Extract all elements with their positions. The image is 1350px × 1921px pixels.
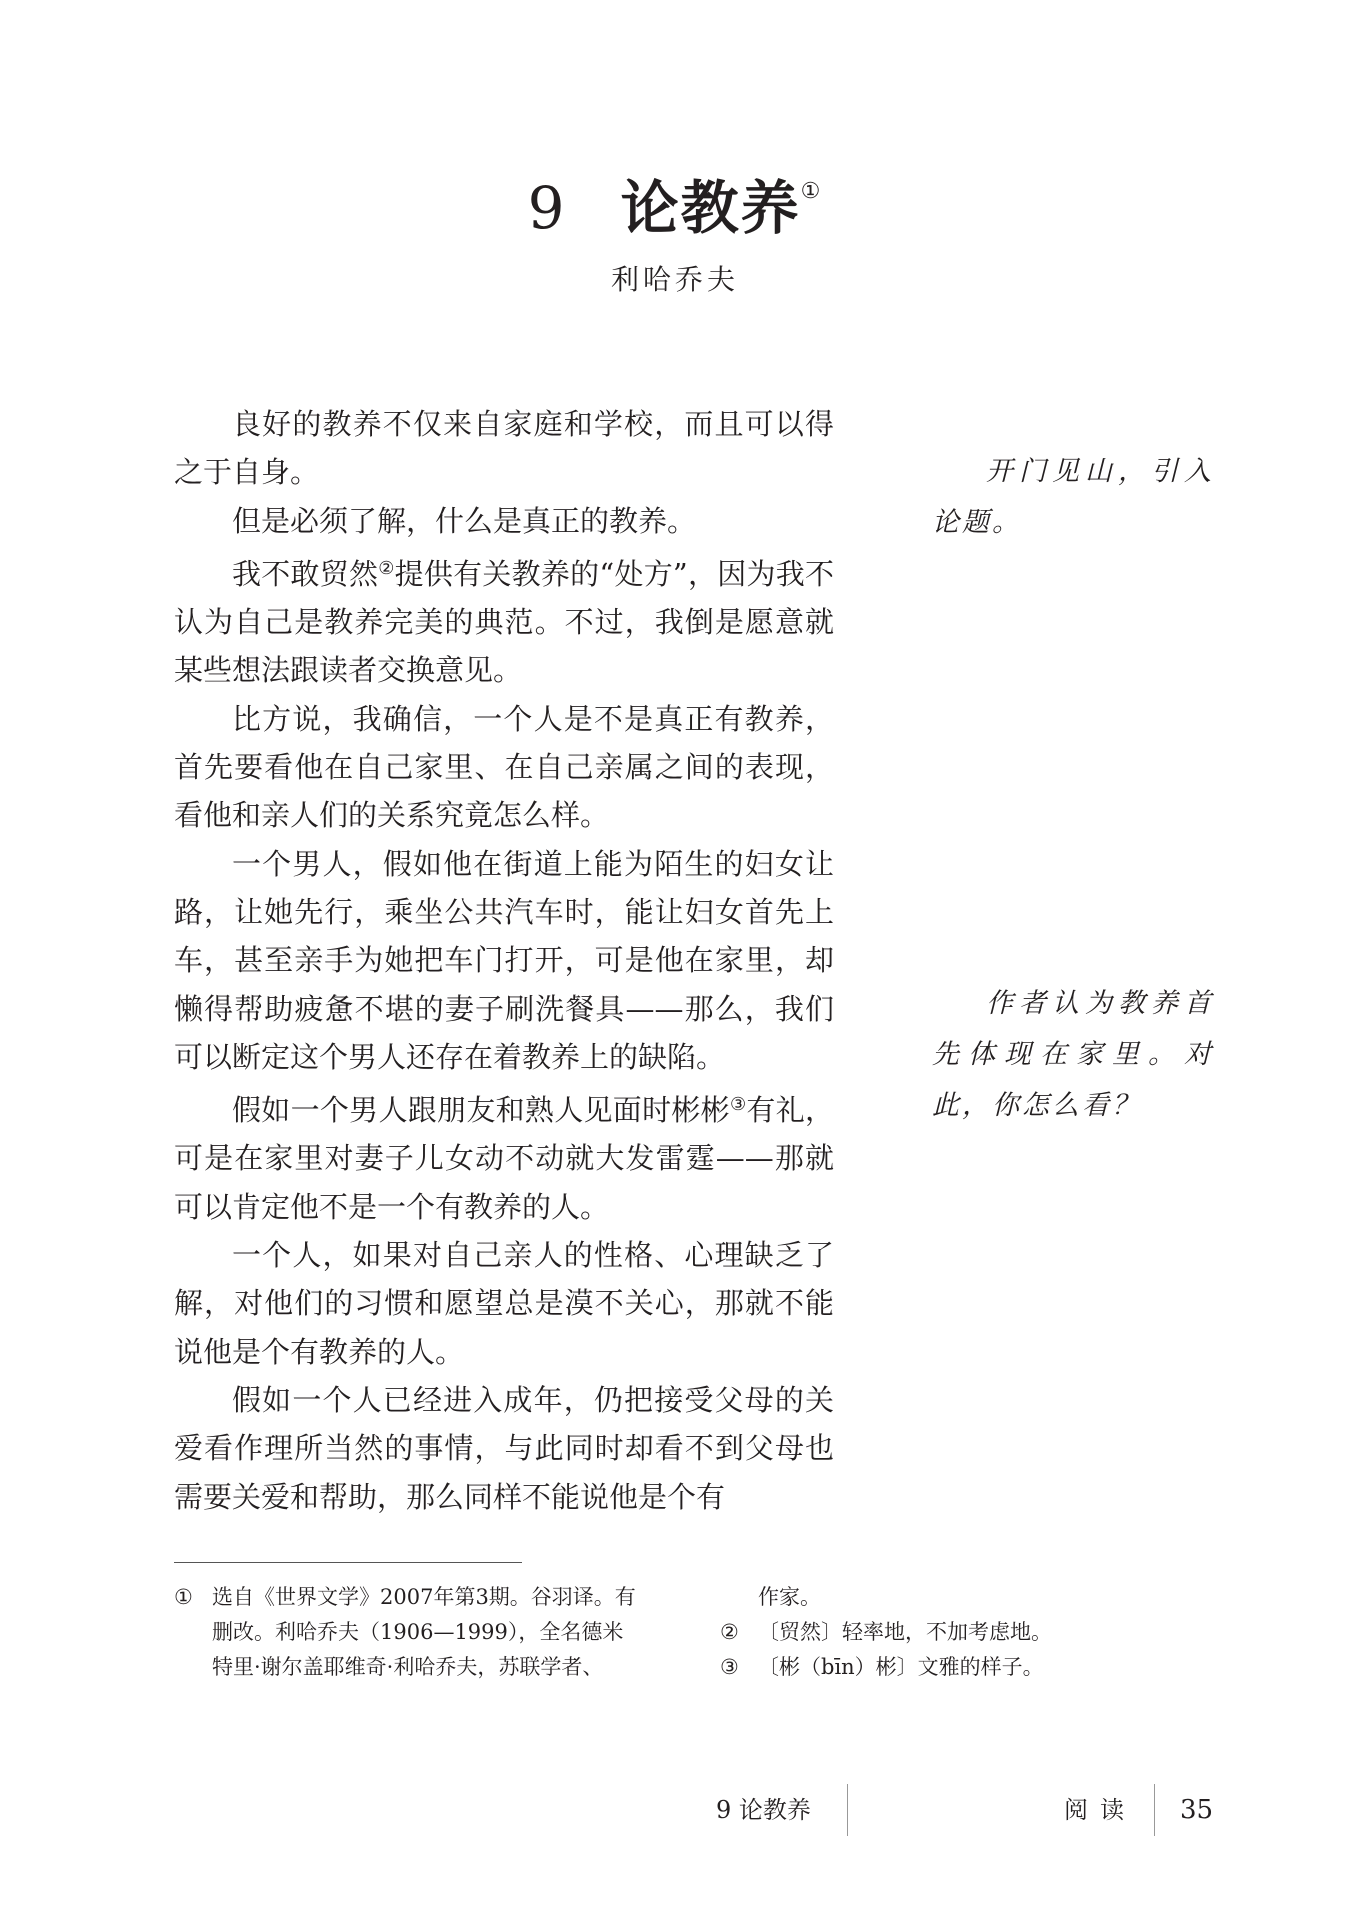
paragraph: 假如一个人已经进入成年，仍把接受父母的关爱看作理所当然的事情，与此同时却看不到父母也需要关爱和帮助，那么同样不能说他是个有 <box>174 1382 834 1514</box>
running-footer-chapter: 9 论教养 <box>716 1796 811 1824</box>
footnote-line: 删改。利哈乔夫（1906—1999），全名德米 <box>212 1620 624 1644</box>
text-span: 假如一个男人跟朋友和熟人见面时彬彬 <box>232 1093 730 1128</box>
footnote-divider <box>174 1562 522 1563</box>
text-span: 提供有关教养的“处方”，因为我不认为自己是教养完美的典范。不过，我倒是愿意就某些想法跟读者交换意见。 <box>174 556 834 688</box>
chapter-title <box>0 152 1350 248</box>
paragraph: 一个男人，假如他在街道上能为陌生的妇女让路，让她先行，乘坐公共汽车时，能让妇女首先上车，甚至亲手为她把车门打开，可是他在家里，却懒得帮助疲惫不堪的妻子刷洗餐具——那么，我们可以断定这个男人还存在着教养上的缺陷。 <box>174 846 834 1074</box>
footnote-mark: ② <box>378 557 395 579</box>
author-name: 利哈乔夫 <box>610 263 739 296</box>
paragraph: 比方说，我确信，一个人是不是真正有教养，首先要看他在自己家里、在自己亲属之间的表现，看他和亲人们的关系究竟怎么样。 <box>174 701 834 833</box>
paragraph: 但是必须了解，什么是真正的教养。 <box>232 503 697 538</box>
main-text <box>174 400 834 1521</box>
footnote-item <box>720 1650 1240 1685</box>
footnotes-right <box>720 1580 1240 1685</box>
footnote-line: 选自《世界文学》2007年第3期。谷羽译。有 <box>212 1585 636 1609</box>
paragraph <box>174 545 834 695</box>
margin-note-text: 开门见山，引入论题。 <box>932 456 1214 538</box>
paragraph <box>174 1081 834 1231</box>
footnote-item <box>174 1580 670 1685</box>
footnote-number: ② <box>720 1620 739 1644</box>
title-footnote-mark: ① <box>800 179 823 204</box>
page-number: 35 <box>1180 1795 1214 1825</box>
footnote-line: 作家。 <box>758 1585 821 1609</box>
footnote-mark: ③ <box>729 1094 747 1116</box>
footnote-item <box>720 1615 1240 1650</box>
chapter-title-text: 论教养 <box>620 174 801 242</box>
footer-divider <box>847 1784 848 1836</box>
paragraph: 一个人，如果对自己亲人的性格、心理缺乏了解，对他们的习惯和愿望总是漠不关心，那就不能说他是个有教养的人。 <box>174 1238 834 1369</box>
footnote-text: 〔贸然〕轻率地，不加考虑地。 <box>758 1620 1052 1644</box>
text-span: 有礼，可是在家里对妻子儿女动不动就大发雷霆——那就可以肯定他不是一个有教养的人。 <box>174 1093 834 1224</box>
footnote-number: ① <box>174 1585 193 1609</box>
margin-note <box>932 446 1214 548</box>
text-span: 我不敢贸然 <box>232 556 379 591</box>
paragraph: 良好的教养不仅来自家庭和学校，而且可以得之于自身。 <box>174 407 834 490</box>
margin-note <box>932 978 1214 1131</box>
footnotes-left <box>174 1580 670 1685</box>
footnote-number: ③ <box>720 1655 739 1679</box>
footnote-line: 特里·谢尔盖耶维奇·利哈乔夫，苏联学者、 <box>212 1655 604 1679</box>
chapter-number: 9 <box>527 174 567 242</box>
footnote-text: 〔彬（bīn）彬〕文雅的样子。 <box>758 1655 1044 1679</box>
running-footer-section: 阅读 <box>1064 1796 1136 1824</box>
margin-note-text: 作者认为教养首先体现在家里。对此，你怎么看？ <box>932 988 1214 1121</box>
footer-divider <box>1154 1784 1155 1836</box>
